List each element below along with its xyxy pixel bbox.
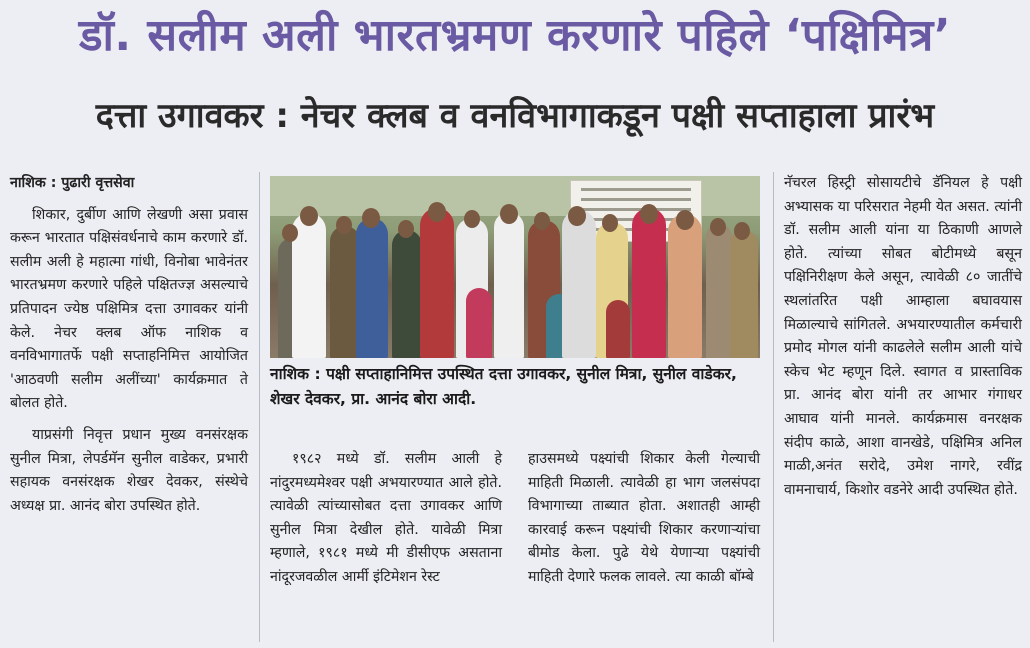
column-2 — [270, 448, 502, 598]
paragraph: हाउसमध्ये पक्ष्यांची शिकार केली गेल्याची माहिती मिळाली. त्यावेळी हा भाग जलसंपदा विभागाच्या ताब्यात होता. अशातही आम्ही कारवाई करून पक्ष्यांची शिकार करणाऱ्यांचा बीमोड केला. पुढे येथे येणाऱ्या पक्ष्यांची माहिती देणारे फलक लावले. त्या काळी बॉम्बे — [528, 451, 760, 585]
column-divider — [773, 172, 774, 642]
dateline: नाशिक : पुढारी वृत्तसेवा — [10, 175, 135, 191]
headline: डॉ. सलीम अली भारतभ्रमण करणारे पहिले ‘पक्षिमित्र’ — [78, 10, 952, 61]
paragraph: १९८२ मध्ये डॉ. सलीम आली हे नांदुरमध्यमेश्वर पक्षी अभयारण्यात आले होते. त्यावेळी त्यांच्यासोबत दत्ता उगावकर आणि सुनील मित्रा देखील होते. यावेळी मित्रा म्हणाले, १९८१ मध्ये मी डीसीएफ असताना नांदूरजवळील आर्मी इंटिमेशन रेस्ट — [270, 451, 502, 585]
column-4 — [784, 172, 1022, 510]
paragraph: नॅचरल हिस्ट्री सोसायटीचे डॅनियल हे पक्षी अभ्यासक या परिसरात नेहमी येत असत. त्यांनी डॉ. सलीम आली यांना या ठिकाणी आणले होते. त्यांच्या सोबत बोटीमध्ये बसून पक्षिनिरीक्षण केले असून, त्यावेळी ८० जातींचे स्थलांतरित पक्षी आम्हाला बघावयास मिळाल्याचे सांगितले. अभयारण्यातील कर्मचारी प्रमोद मोगल यांनी काढलेले सलीम आली यांचे स्केच भेट म्हणून दिले. स्वागत व प्रास्ताविक प्रा. आनंद बोरा यांनी तर आभार गंगाधर आघाव यांनी मानले. कार्यक्रमास वनरक्षक संदीप काळे, आशा वानखेडे, पक्षिमित्र अनिल माळी,अनंत सरोदे, उमेश नागरे, रवींद्र वामनाचार्य, किशोर वडनेरे आदी उपस्थित होते. — [784, 175, 1022, 498]
subheadline: दत्ता उगावकर : नेचर क्लब व वनविभागाकडून पक्षी सप्ताहाला प्रारंभ — [95, 96, 935, 136]
column-3 — [528, 448, 760, 598]
photo-caption: नाशिक : पक्षी सप्ताहानिमित्त उपस्थित दत्ता उगावकर, सुनील मित्रा, सुनील वाडेकर, शेखर देवकर, प्रा. आनंद बोरा आदी. — [270, 365, 737, 408]
column-1 — [10, 172, 248, 526]
paragraph: याप्रसंगी निवृत्त प्रधान मुख्य वनसंरक्षक सुनील मित्रा, लेपर्डमॅन सुनील वाडेकर, प्रभारी सहायक वनसंरक्षक शेखर देवकर, संस्थेचे अध्यक्ष प्रा. आनंद बोरा उपस्थित होते. — [10, 426, 248, 514]
paragraph: शिकार, दुर्बीण आणि लेखणी असा प्रवास करून भारतात पक्षिसंवर्धनाचे काम करणारे डॉ. सलीम अली हे महात्मा गांधी, विनोबा भावेनंतर भारतभ्रमण करणारे पहिले पक्षितज्ज्ञ असल्याचे प्रतिपादन ज्येष्ठ पक्षिमित्र दत्ता उगावकर यांनी केले. नेचर क्लब ऑफ नाशिक व वनविभागातर्फे पक्षी सप्ताहनिमित्त आयोजित 'आठवणी सलीम अलींच्या' कार्यक्रमात ते बोलत होते. — [10, 206, 248, 412]
column-divider — [259, 172, 260, 642]
group-photo — [270, 176, 760, 358]
